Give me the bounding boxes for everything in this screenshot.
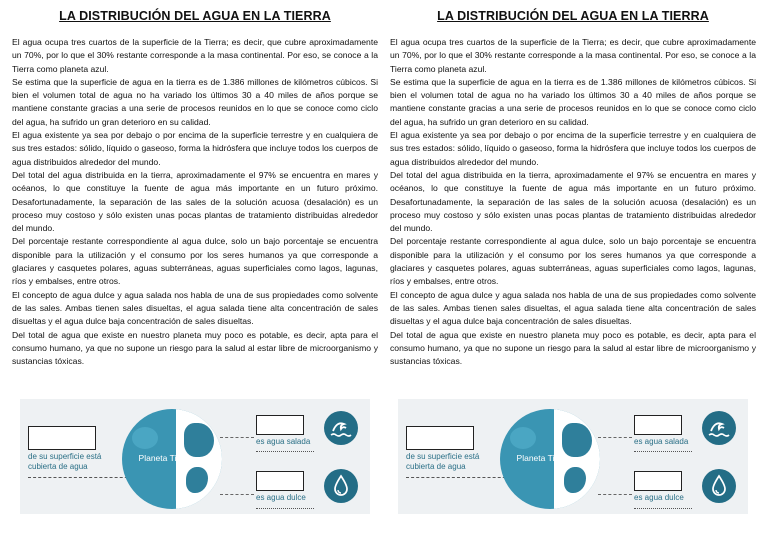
fresh-water-label: es agua dulce — [256, 493, 306, 502]
surface-label: de su superficie está cubierta de agua — [406, 452, 480, 471]
salt-water-label: es agua salada — [634, 437, 689, 446]
paragraph: El agua existente ya sea por debajo o por encima de la superficie terrestre y en cualquiera de sus tres estados: sólido, líquido o gaseoso, forma la hidrósfera que incluye todos los cuerpos de agua distribuidos alrededor del mundo. — [390, 130, 756, 167]
fresh-water-answer-box[interactable] — [256, 471, 304, 491]
planet-label: Planeta Tierra — [138, 453, 192, 463]
worksheet-right — [390, 0, 756, 543]
answer-line — [406, 477, 516, 478]
paragraph: Del total de agua que existe en nuestro planeta muy poco es potable, es decir, apta para el consumo humano, ya que no supone un riesgo para la salud al estar libre de microorganismo y sustancias tóxicas. — [390, 329, 756, 367]
paragraph: El agua ocupa tres cuartos de la superficie de la Tierra; es decir, que cubre aproximadamente un 70%, por lo que el 30% restante corresponde a la masa continental. Por eso, se conoce a la Tierra como planeta azul. — [12, 37, 378, 74]
page-title: LA DISTRIBUCIÓN DEL AGUA EN LA TIERRA — [437, 9, 709, 23]
dotted-line — [634, 451, 692, 452]
fresh-water-answer-box[interactable] — [634, 471, 682, 491]
connector-line — [598, 437, 632, 438]
waves-icon — [324, 411, 358, 445]
paragraph: Del porcentaje restante correspondiente al agua dulce, solo un bajo porcentaje se encuentra disponible para la utilización y el consumo por los seres humanos ya que corresponde a glaciares y casquetes polares, aguas subterráneas, aguas superficiales como lagos, lagunas, ríos y embalses, entre otros. — [390, 236, 756, 287]
water-infographic — [20, 399, 370, 514]
water-infographic — [398, 399, 748, 514]
paragraph: Se estima que la superficie de agua en la tierra es de 1.386 millones de kilómetros cúbicos. Si bien el volumen total de agua no ha variado los últimos 30 a 40 miles de años porque se mantiene constante gracias a una serie de procesos reunidos en lo que se conoce como ciclo del agua, ha sufrido un gran deterioro en su calidad. — [12, 76, 378, 127]
salt-water-answer-box[interactable] — [256, 415, 304, 435]
connector-line — [220, 437, 254, 438]
body-text — [12, 36, 378, 368]
dotted-line — [256, 508, 314, 509]
paragraph: El agua existente ya sea por debajo o por encima de la superficie terrestre y en cualquiera de sus tres estados: sólido, líquido o gaseoso, forma la hidrósfera que incluye todos los cuerpos de agua distribuidos alrededor del mundo. — [12, 130, 378, 167]
page-title: LA DISTRIBUCIÓN DEL AGUA EN LA TIERRA — [59, 9, 331, 23]
salt-water-answer-box[interactable] — [634, 415, 682, 435]
paragraph: El concepto de agua dulce y agua salada nos habla de una de sus propiedades como solvente de las sales. Ambas tienen sales disueltas, el agua salada tiene alta concentración de sales disueltas y el agua dulce baja concentración de sales disueltas. — [390, 289, 756, 327]
paragraph: Se estima que la superficie de agua en la tierra es de 1.386 millones de kilómetros cúbicos. Si bien el volumen total de agua no ha variado los últimos 30 a 40 miles de años porque se mantiene constante gracias a una serie de procesos reunidos en lo que se conoce como ciclo del agua, ha sufrido un gran deterioro en su calidad. — [390, 76, 756, 127]
earth-globe-icon — [500, 409, 600, 509]
planet-label: Planeta Tierra — [516, 453, 570, 463]
worksheet-left — [12, 0, 378, 543]
dotted-line — [634, 508, 692, 509]
dotted-line — [256, 451, 314, 452]
paragraph: El agua ocupa tres cuartos de la superficie de la Tierra; es decir, que cubre aproximadamente un 70%, por lo que el 30% restante corresponde a la masa continental. Por eso, se conoce a la Tierra como planeta azul. — [390, 37, 756, 74]
fresh-water-label: es agua dulce — [634, 493, 684, 502]
paragraph: Del total de agua que existe en nuestro planeta muy poco es potable, es decir, apta para el consumo humano, ya que no supone un riesgo para la salud al estar libre de microorganismo y sustancias tóxicas. — [12, 329, 378, 367]
water-drop-icon — [324, 469, 358, 503]
answer-line — [28, 477, 138, 478]
earth-globe-icon — [122, 409, 222, 509]
water-drop-icon — [702, 469, 736, 503]
surface-answer-box[interactable] — [406, 426, 474, 450]
paragraph: El concepto de agua dulce y agua salada nos habla de una de sus propiedades como solvente de las sales. Ambas tienen sales disueltas, el agua salada tiene alta concentración de sales disueltas y el agua dulce baja concentración de sales disueltas. — [12, 289, 378, 327]
surface-label: de su superficie está cubierta de agua — [28, 452, 102, 471]
surface-answer-box[interactable] — [28, 426, 96, 450]
connector-line — [220, 494, 254, 495]
paragraph: Del total del agua distribuida en la tierra, aproximadamente el 97% se encuentra en mares y océanos, lo que constituye la fuente de agua más importante en un futuro próximo. Desafortunadamente, la separación de las sales de la solución acuosa (desalación) es un proceso muy costoso y sólo existen unas pocas plantas de tratamiento distribuidas alrededor del mundo. — [12, 169, 378, 234]
paragraph: Del total del agua distribuida en la tierra, aproximadamente el 97% se encuentra en mares y océanos, lo que constituye la fuente de agua más importante en un futuro próximo. Desafortunadamente, la separación de las sales de la solución acuosa (desalación) es un proceso muy costoso y sólo existen unas pocas plantas de tratamiento distribuidas alrededor del mundo. — [390, 169, 756, 234]
body-text — [390, 36, 756, 368]
connector-line — [598, 494, 632, 495]
waves-icon — [702, 411, 736, 445]
salt-water-label: es agua salada — [256, 437, 311, 446]
paragraph: Del porcentaje restante correspondiente al agua dulce, solo un bajo porcentaje se encuentra disponible para la utilización y el consumo por los seres humanos ya que corresponde a glaciares y casquetes polares, aguas subterráneas, aguas superficiales como lagos, lagunas, ríos y embalses, entre otros. — [12, 236, 378, 287]
